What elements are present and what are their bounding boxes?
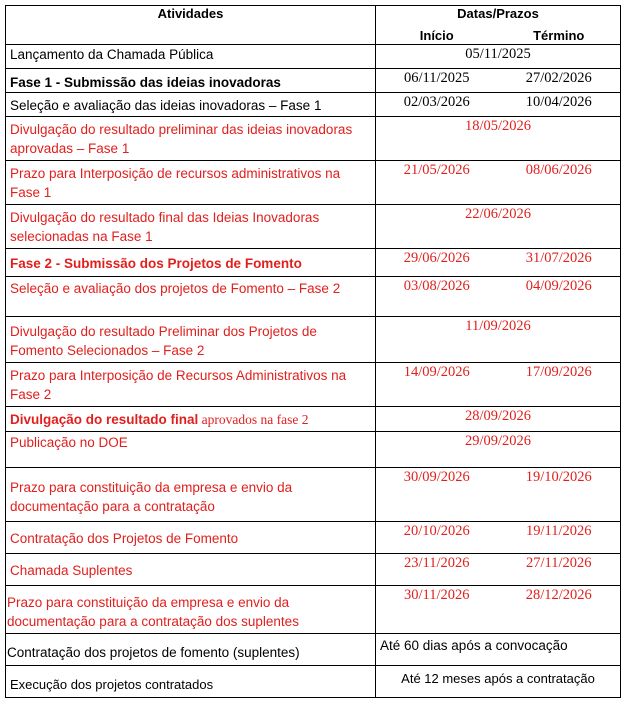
start-date-cell: 30/09/2026: [376, 467, 498, 521]
header-start: Início: [376, 28, 498, 45]
activity-cell: Prazo para Interposição de Recursos Administrativos na Fase 2: [6, 362, 376, 406]
header-dates: Datas/Prazos: [376, 6, 621, 28]
start-date-cell: 23/11/2026: [376, 553, 498, 585]
end-date-cell: 04/09/2026: [498, 276, 621, 316]
activity-cell: Contratação dos projetos de fomento (suplentes): [6, 633, 376, 665]
table-row: [6, 276, 621, 316]
table-row: [6, 68, 621, 92]
end-date-cell: 19/11/2026: [498, 521, 621, 553]
end-date-cell: 31/07/2026: [498, 248, 621, 276]
activity-bold-text: Divulgação do resultado final: [10, 411, 199, 427]
activity-cell: Divulgação do resultado preliminar das ideias inovadoras aprovadas – Fase 1: [6, 116, 376, 160]
date-cell: 22/06/2026: [376, 204, 621, 248]
activity-cell: Divulgação do resultado final das Ideias Inovadoras selecionadas na Fase 1: [6, 204, 376, 248]
activity-cell: Divulgação do resultado Preliminar dos Projetos de Fomento Selecionados – Fase 2: [6, 316, 376, 362]
end-date-cell: 08/06/2026: [498, 160, 621, 204]
activity-cell: Chamada Suplentes: [6, 553, 376, 585]
activity-cell: Prazo para constituição da empresa e envio da documentação para a contratação: [6, 467, 376, 521]
activity-cell: Contratação dos Projetos de Fomento: [6, 521, 376, 553]
table-row: [6, 316, 621, 362]
start-date-cell: 30/11/2026: [376, 585, 498, 633]
start-date-cell: 29/06/2026: [376, 248, 498, 276]
date-cell: 11/09/2026: [376, 316, 621, 362]
table-row: [6, 248, 621, 276]
end-date-cell: 27/02/2026: [498, 68, 621, 92]
table-row: [6, 362, 621, 406]
table-row: [6, 521, 621, 553]
activity-cell: [6, 406, 376, 431]
table-row: [6, 553, 621, 585]
table-row: [6, 92, 621, 116]
activity-cell: Lançamento da Chamada Pública: [6, 44, 376, 68]
activity-cell: Fase 2 - Submissão dos Projetos de Fomento: [6, 248, 376, 276]
date-cell: 05/11/2025: [376, 44, 621, 68]
start-date-cell: 21/05/2026: [376, 160, 498, 204]
date-cell: Até 60 dias após a convocação: [376, 633, 621, 665]
table-row: [6, 160, 621, 204]
start-date-cell: 03/08/2026: [376, 276, 498, 316]
table-row: [6, 116, 621, 160]
activity-cell: Seleção e avaliação dos projetos de Fomento – Fase 2: [6, 276, 376, 316]
activity-cell: Prazo para Interposição de recursos administrativos na Fase 1: [6, 160, 376, 204]
table-row: [6, 633, 621, 665]
start-date-cell: 02/03/2026: [376, 92, 498, 116]
date-cell: 29/09/2026: [376, 431, 621, 467]
date-cell: 18/05/2026: [376, 116, 621, 160]
activity-cell: Fase 1 - Submissão das ideias inovadoras: [6, 68, 376, 92]
activity-rest-text: aprovados na fase 2: [198, 411, 309, 427]
activity-cell: Execução dos projetos contratados: [6, 665, 376, 697]
start-date-cell: 20/10/2026: [376, 521, 498, 553]
activity-cell: Publicação no DOE: [6, 431, 376, 467]
header-end: Término: [498, 28, 621, 45]
start-date-cell: 14/09/2026: [376, 362, 498, 406]
table-row: [6, 467, 621, 521]
table-row: [6, 431, 621, 467]
end-date-cell: 28/12/2026: [498, 585, 621, 633]
end-date-cell: 19/10/2026: [498, 467, 621, 521]
end-date-cell: 17/09/2026: [498, 362, 621, 406]
end-date-cell: 27/11/2026: [498, 553, 621, 585]
header-activities: Atividades: [6, 6, 376, 45]
start-date-cell: 06/11/2025: [376, 68, 498, 92]
table-row: [6, 406, 621, 431]
date-cell: Até 12 meses após a contratação: [376, 665, 621, 697]
table-row: [6, 665, 621, 697]
activity-cell: Seleção e avaliação das ideias inovadoras – Fase 1: [6, 92, 376, 116]
date-cell: 28/09/2026: [376, 406, 621, 431]
end-date-cell: 10/04/2026: [498, 92, 621, 116]
table-row: [6, 585, 621, 633]
activity-cell: Prazo para constituição da empresa e envio da documentação para a contratação dos suplentes: [6, 585, 376, 633]
header-row: [6, 6, 621, 28]
table-row: [6, 204, 621, 248]
schedule-table: [5, 5, 621, 698]
table-row: [6, 44, 621, 68]
